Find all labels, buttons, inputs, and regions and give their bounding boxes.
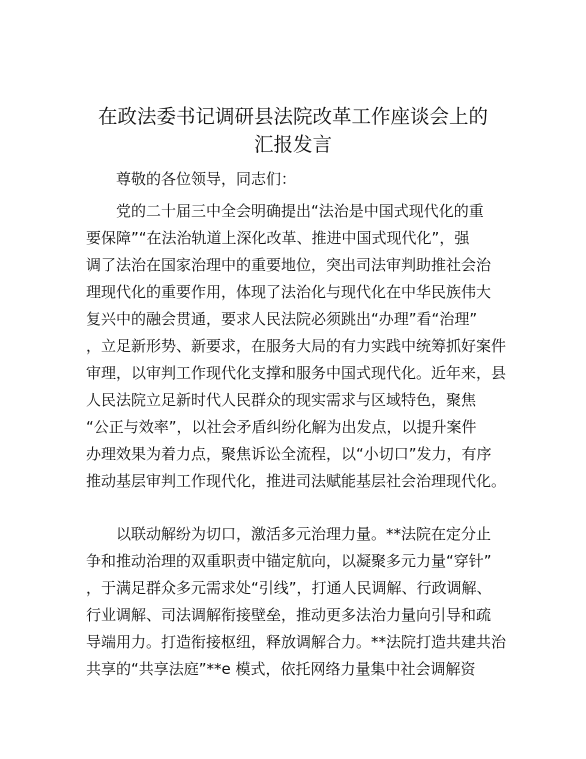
salutation: 尊敬的各位领导，同志们： bbox=[116, 170, 297, 188]
paragraph-1-line: 办理效果为着力点，聚焦诉讼全流程，以“小切口”发力，有序 bbox=[86, 445, 492, 463]
document-title-line-1: 在政法委书记调研县法院改革工作座谈会上的 bbox=[97, 105, 488, 128]
paragraph-1-line: 调了法治在国家治理中的重要地位，突出司法审判助推社会治 bbox=[86, 256, 492, 274]
paragraph-2-line: ，于满足群众多元需求处“引线”，打通人民调解、行政调解、 bbox=[86, 579, 492, 597]
paragraph-1-line: 理现代化的重要作用，体现了法治化与现代化在中华民族伟大 bbox=[86, 283, 492, 301]
paragraph-1-line: ，立足新形势、新要求，在服务大局的有力实践中统筹抓好案件 bbox=[86, 337, 507, 355]
paragraph-2-line: 争和推动治理的双重职责中锚定航向，以凝聚多元力量“穿针” bbox=[86, 552, 492, 570]
document-title-line-2: 汇报发言 bbox=[253, 133, 332, 156]
paragraph-2-line: 导端用力。打造衔接枢纽，释放调解合力。**法院打造共建共治 bbox=[86, 633, 507, 651]
paragraph-2-line: 以联动解纷为切口，激活多元治理力量。**法院在定分止 bbox=[116, 525, 492, 543]
paragraph-2-line: 共享的“共享法庭”**e 模式，依托网络力量集中社会调解资 bbox=[86, 660, 476, 678]
paragraph-1-line: 推动基层审判工作现代化，推进司法赋能基层社会治理现代化。 bbox=[86, 472, 507, 490]
paragraph-1-line: “公正与效率”，以社会矛盾纠纷化解为出发点，以提升案件 bbox=[86, 418, 477, 436]
paragraph-1-line: 复兴中的融会贯通，要求人民法院必须跳出“办理”看“治理” bbox=[86, 310, 478, 328]
paragraph-1-line: 审理，以审判工作现代化支撑和服务中国式现代化。近年来，县 bbox=[86, 364, 507, 382]
paragraph-1-line: 要保障”“在法治轨道上深化改革、推进中国式现代化”，强 bbox=[86, 229, 470, 247]
paragraph-1-line: 党的二十届三中全会明确提出“法治是中国式现代化的重 bbox=[116, 202, 484, 220]
paragraph-2-line: 行业调解、司法调解衔接壁垒，推动更多法治力量向引导和疏 bbox=[86, 606, 492, 624]
paragraph-1-line: 人民法院立足新时代人民群众的现实需求与区域特色，聚焦 bbox=[86, 391, 477, 409]
